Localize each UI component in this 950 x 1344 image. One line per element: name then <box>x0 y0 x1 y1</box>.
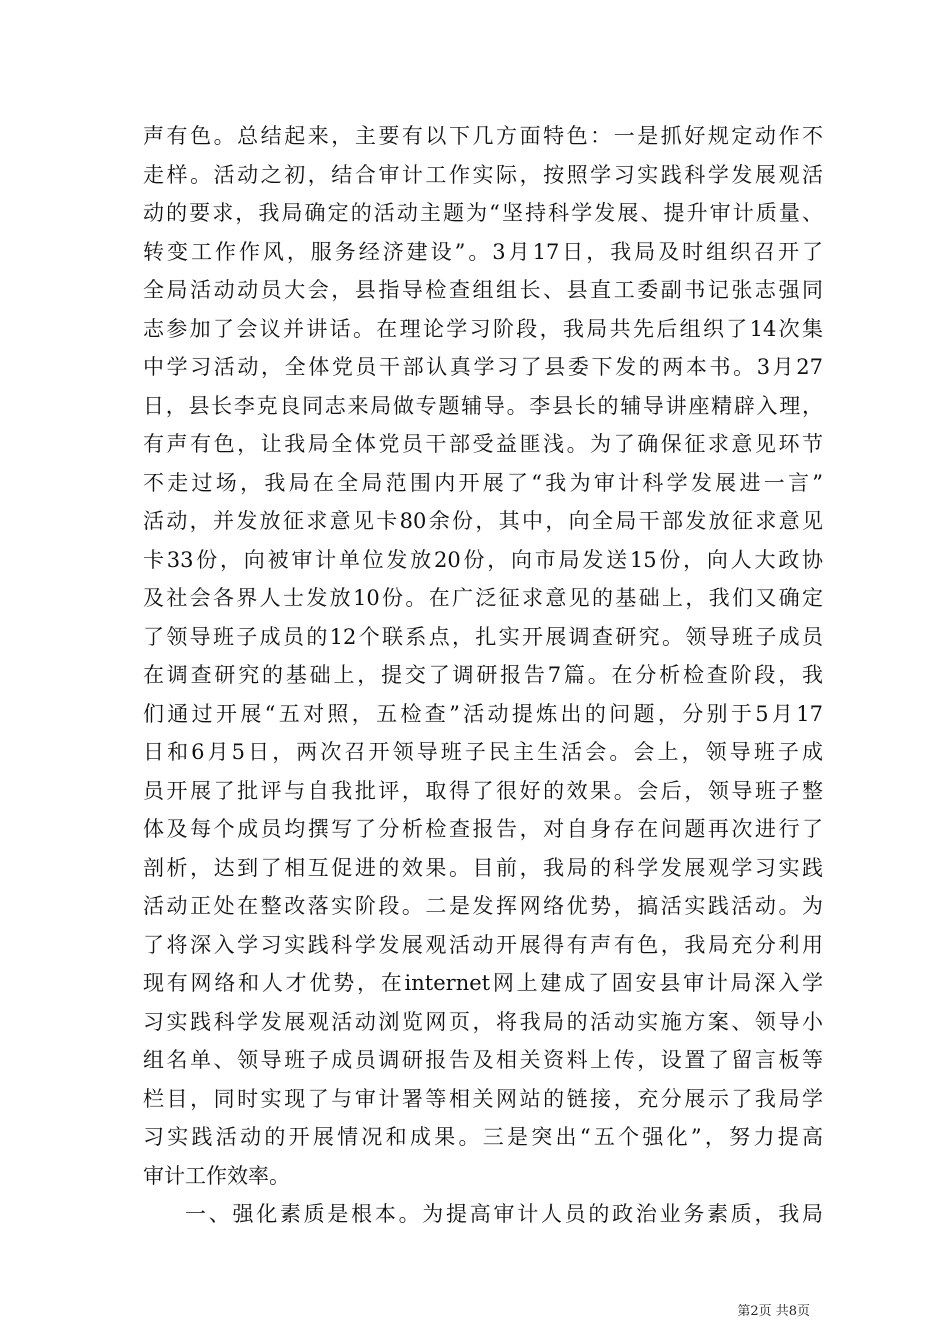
body-text <box>143 117 823 1234</box>
text-line: 日和6月5日，两次召开领导班子民主生活会。会上，领导班子成 <box>143 740 823 764</box>
text-line: 现有网络和人才优势，在internet网上建成了固安县审计局深入学 <box>143 971 823 995</box>
text-line: 一、强化素质是根本。为提高审计人员的政治业务素质，我局 <box>185 1202 823 1226</box>
text-line: 转变工作作风，服务经济建设”。3月17日，我局及时组织召开了 <box>143 239 823 264</box>
text-line: 活动正处在整改落实阶段。二是发挥网络优势，搞活实践活动。为 <box>143 894 823 918</box>
text-line: 卡33份，向被审计单位发放20份，向市局发送15份，向人大政协 <box>143 547 823 572</box>
text-line: 全局活动动员大会，县指导检查组组长、县直工委副书记张志强同 <box>143 278 823 302</box>
text-line: 志参加了会议并讲话。在理论学习阶段，我局共先后组织了14次集 <box>143 316 823 341</box>
text-line: 栏目，同时实现了与审计署等相关网站的链接，充分展示了我局学 <box>143 1086 823 1111</box>
text-line: 了将深入学习实践科学发展观活动开展得有声有色，我局充分利用 <box>143 932 823 957</box>
text-line: 中学习活动，全体党员干部认真学习了县委下发的两本书。3月27 <box>143 355 823 379</box>
text-line: 习实践科学发展观活动浏览网页，将我局的活动实施方案、领导小 <box>143 1009 823 1034</box>
text-line: 剖析，达到了相互促进的效果。目前，我局的科学发展观学习实践 <box>143 855 823 880</box>
text-line: 不走过场，我局在全局范围内开展了“我为审计科学发展进一言” <box>143 470 823 495</box>
text-line: 员开展了批评与自我批评，取得了很好的效果。会后，领导班子整 <box>143 778 823 803</box>
text-line: 在调查研究的基础上，提交了调研报告7篇。在分析检查阶段，我 <box>143 663 823 687</box>
text-line: 动的要求，我局确定的活动主题为“坚持科学发展、提升审计质量、 <box>143 201 823 225</box>
text-line: 声有色。总结起来，主要有以下几方面特色：一是抓好规定动作不 <box>143 124 823 148</box>
text-line: 及社会各界人士发放10份。在广泛征求意见的基础上，我们又确定 <box>143 586 823 610</box>
text-line: 体及每个成员均撰写了分析检查报告，对自身存在问题再次进行了 <box>143 817 823 841</box>
text-line: 组名单、领导班子成员调研报告及相关资料上传，设置了留言板等 <box>143 1048 823 1072</box>
text-line: 了领导班子成员的12个联系点，扎实开展调查研究。领导班子成员 <box>143 624 823 649</box>
text-line: 有声有色，让我局全体党员干部受益匪浅。为了确保征求意见环节 <box>143 432 823 456</box>
text-line: 审计工作效率。 <box>143 1163 290 1188</box>
text-line: 们通过开展“五对照，五检查”活动提炼出的问题，分别于5月17 <box>143 701 823 726</box>
text-line: 习实践活动的开展情况和成果。三是突出“五个强化”，努力提高 <box>143 1125 823 1149</box>
text-line: 活动，并发放征求意见卡80余份，其中，向全局干部发放征求意见 <box>143 509 823 533</box>
page-number: 第2页 共8页 <box>737 1304 810 1319</box>
text-line: 走样。活动之初，结合审计工作实际，按照学习实践科学发展观活 <box>143 162 823 187</box>
text-line: 日，县长李克良同志来局做专题辅导。李县长的辅导讲座精辟入理， <box>143 393 823 418</box>
